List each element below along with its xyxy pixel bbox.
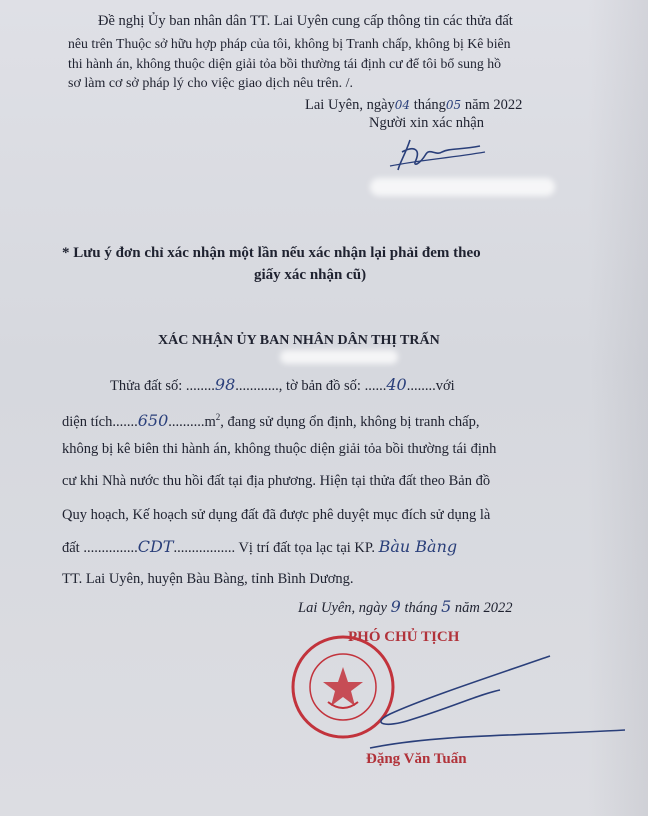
official-signature xyxy=(330,650,630,760)
land-type: CDT xyxy=(137,537,174,556)
note-line-1: * Lưu ý đơn chỉ xác nhận một lần nếu xác nhận lại phải đem theo xyxy=(62,245,481,261)
note-line-2: giấy xác nhận cũ) xyxy=(254,267,367,283)
map-number: 40 xyxy=(386,375,407,394)
request-signer-title: Người xin xác nhận xyxy=(369,115,484,131)
request-date: Lai Uyên, ngày04 tháng05 năm 2022 xyxy=(305,97,523,113)
confirmation-title: XÁC NHẬN ỦY BAN NHÂN DÂN THỊ TRẤN xyxy=(158,333,440,348)
area-value: 650 xyxy=(137,410,169,430)
request-line-2: nêu trên Thuộc sở hữu hợp pháp của tôi, không bị Tranh chấp, không bị Kê biên xyxy=(68,36,511,51)
body-line-4: cư khi Nhà nước thu hồi đất tại địa phương. Hiện tại thửa đất theo Bản đồ xyxy=(62,473,491,489)
redacted-town xyxy=(280,350,398,364)
parcel-line: Thửa đất số: ........98............, tờ bản đồ số: ......40........với xyxy=(110,375,455,394)
request-line-3: thi hành án, không thuộc diện giải tỏa bồi thường tái định cư để tôi bổ sung hồ xyxy=(68,56,502,71)
location-value: Bàu Bàng xyxy=(378,537,458,556)
parcel-number: 98 xyxy=(214,375,236,394)
land-line: đất ...............CDT................. Vị trí đất tọa lạc tại KP. Bàu Bàng xyxy=(62,537,458,556)
redacted-name xyxy=(370,178,555,196)
body-line-7: TT. Lai Uyên, huyện Bàu Bàng, tỉnh Bình Dương. xyxy=(62,571,354,587)
applicant-signature xyxy=(380,130,490,180)
request-line-4: sơ làm cơ sở pháp lý cho việc giao dịch nêu trên. /. xyxy=(68,76,354,91)
official-date: Lai Uyên, ngày 9 tháng 5 năm 2022 xyxy=(298,597,513,616)
official-name: Đặng Văn Tuấn xyxy=(366,751,467,767)
area-line: diện $tích.......650..........m^2$, đang sử dụng ổn định, không bị tranh chấp, xyxy=(62,410,480,430)
body-line-3: không bị kê biên thi hành án, không thuộc diện giải tỏa bồi thường tái định xyxy=(62,441,497,457)
official-position: PHÓ CHỦ TỊCH xyxy=(348,629,460,645)
body-line-5: Quy hoạch, Kế hoạch sử dụng đất đã được phê duyệt mục đích sử dụng là xyxy=(62,507,491,523)
request-line-1: Đề nghị Ủy ban nhân dân TT. Lai Uyên cung cấp thông tin các thửa đất xyxy=(98,13,513,29)
